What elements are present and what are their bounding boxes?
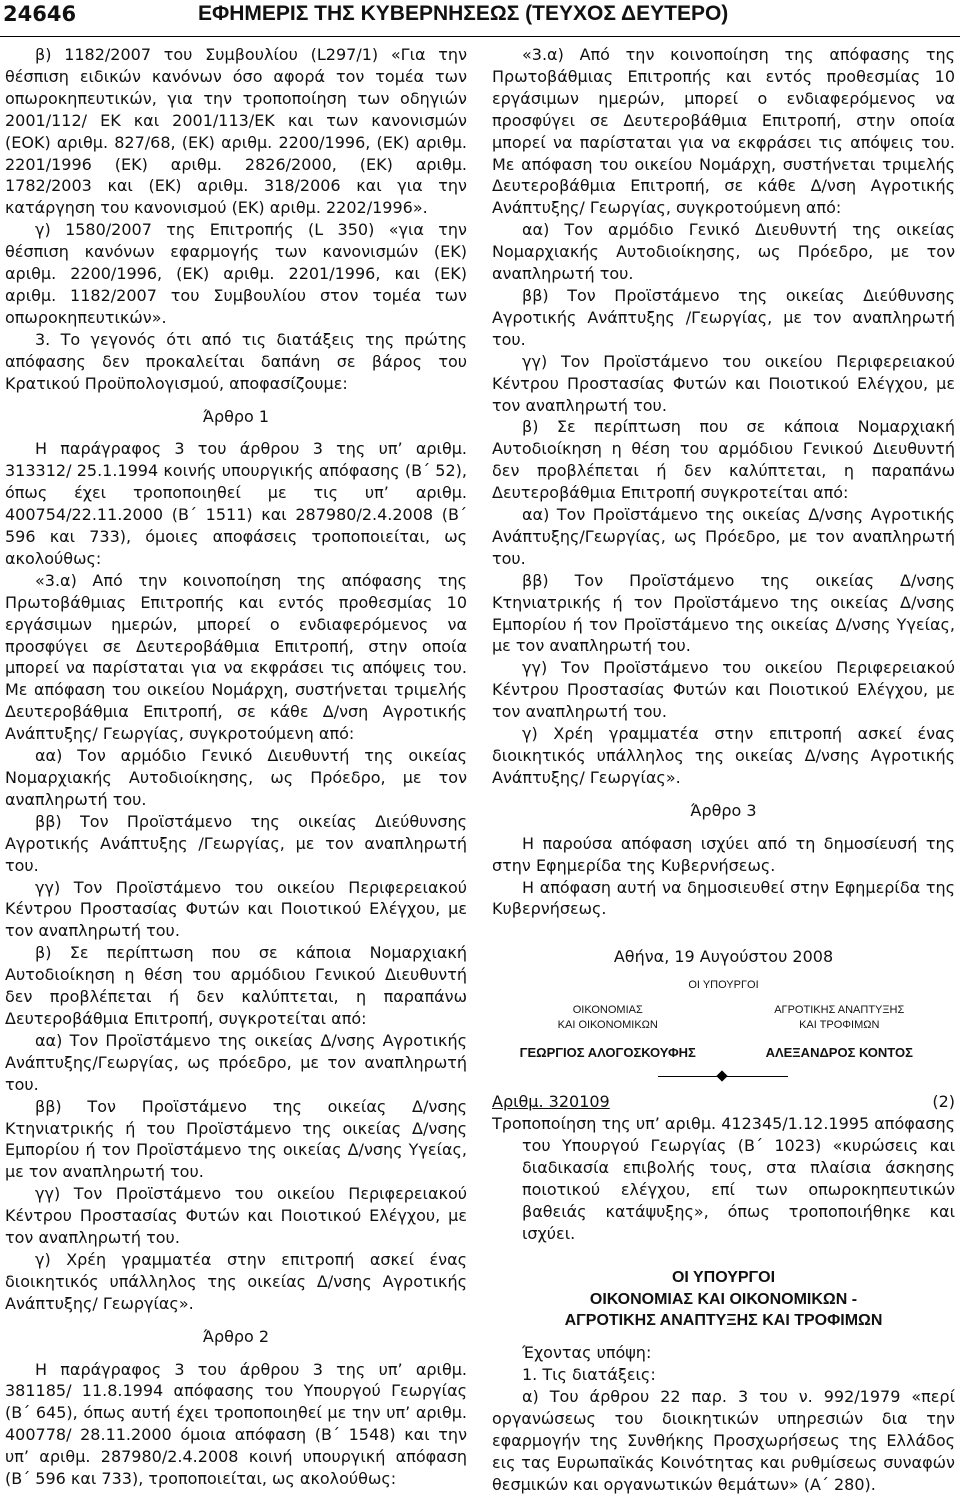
paragraph: αα) Τον αρμόδιο Γενικό Διευθυντή της οικείας Νομαρχιακής Αυτοδιοίκησης, ως Πρόεδρο, με τον αναπληρωτή του. <box>5 746 467 809</box>
paragraph: β) 1182/2007 του Συμβουλίου (L297/1) «Για την θέσπιση ειδικών κανόνων όσο αφορά τον τομέα των οπωροκηπευτικών, για την τροποποίηση των οδηγιών 2001/112/ ΕΚ και 2001/113/ΕΚ και των κανονισμών (ΕΟΚ) αριθμ. 827/68, (ΕΚ) αριθμ. 2200/1996, (ΕΚ) αριθμ. 2201/1996 (ΕΚ) αριθμ. 2826/2000, (ΕΚ) αριθμ. 1782/2003 και (ΕΚ) αριθμ. 318/2006 και για την κατάργηση του κανονισμού (ΕΚ) αριθμ. 2202/1996». <box>5 45 467 218</box>
paragraph: ββ) Τον Προϊστάμενο της οικείας Δ/νσης Κτηνιατρικής ή τον Προϊστάμενο της οικείας Δ/νσης Εμπορίου ή τον Προϊστάμενο της οικείας Δ/νσης Υγείας, με τον αναπληρωτή του. <box>492 570 955 656</box>
page-header <box>0 0 960 37</box>
paragraph: αα) Τον Προϊστάμενο της οικείας Δ/νσης Αγροτικής Ανάπτυξης/Γεωργίας, ως πρόεδρο, με τον αναπληρωτή του. <box>5 1030 467 1094</box>
signature-left <box>492 1003 724 1061</box>
paragraph: γ) Χρέη γραμματέα στην επιτροπή ασκεί ένας διοικητικός υπάλληλος της οικείας Δ/νσης Αγροτικής Ανάπτυξης/ Γεωργίας». <box>492 724 955 787</box>
paragraph: γγ) Τον Προϊστάμενο του οικείου Περιφερειακού Κέντρου Προστασίας Φυτών και Ποιοτικού Ελέγχου, με τον αναπληρωτή του. <box>492 351 955 415</box>
paragraph: αα) Τον αρμόδιο Γενικό Διευθυντή της οικείας Νομαρχιακής Αυτοδιοίκησης, ως Πρόεδρο, με τον αναπληρωτή του. <box>492 220 955 284</box>
signature-role: ΑΓΡΟΤΙΚΗΣ ΑΝΑΠΤΥΞΗΣ <box>774 1004 905 1017</box>
paragraph: αα) Τον Προϊστάμενο της οικείας Δ/νσης Αγροτικής Ανάπτυξης/Γεωργίας, ως Πρόεδρο, με τον αναπληρωτή του. <box>492 505 955 568</box>
ministers-heading: ΟΙ ΥΠΟΥΡΓΟΙ <box>671 1268 776 1286</box>
paragraph: γ) 1580/2007 της Επιτροπής (L 350) «για την θέσπιση κανόνων εφαρμογής των κανονισμών (ΕΚ) αριθμ. 2200/1996, (ΕΚ) αριθμ. 2201/1996, και (ΕΚ) αριθμ. 1182/2007 του Συμβουλίου στον τομέα των οπωροκηπευτικών». <box>5 220 467 327</box>
paragraph: Η παράγραφος 3 του άρθρου 3 της υπ’ αριθμ. 313312/ 25.1.1994 κοινής υπουργικής απόφασης (Β΄ 52), όπως έχει τροποποιηθεί με τις υπ’ αριθμ. 400754/22.11.2000 (Β΄ 1511) και 287980/2.4.2008 (Β΄ 596 και 733), όμοιες αποφάσεις τροποποιείται, ως ακολούθως: <box>5 439 467 568</box>
place-date: Αθήνα, 19 Αυγούστου 2008 <box>613 947 834 967</box>
paragraph: «3.α) Από την κοινοποίηση της απόφασης της Πρωτοβάθμιας Επιτροπής και εντός προθεσμίας 10 εργάσιμων ημερών, μπορεί ο ενδιαφερόμενος να προσφύγει σε Δευτεροβάθμια Επιτροπή, στην οποία μπορεί να παρίσταται για να εκφράσει τις απόψεις του. Με απόφαση του οικείου Νομάρχη, συστήνεται τριμελής Δευτεροβάθμια Επιτροπή, σε κάθε Δ/νση Αγροτικής Ανάπτυξης/ Γεωργίας, συγκροτούμενη από: <box>492 45 955 218</box>
ministries-heading: ΑΓΡΟΤΙΚΗΣ ΑΝΑΠΤΥΞΗΣ ΚΑΙ ΤΡΟΦΙΜΩΝ <box>564 1312 883 1330</box>
left-column <box>5 44 467 1490</box>
signature-right <box>724 1003 956 1061</box>
signature-role: ΚΑΙ ΤΡΟΦΙΜΩΝ <box>799 1019 880 1032</box>
signatures-title: ΟΙ ΥΠΟΥΡΓΟΙ <box>688 979 759 992</box>
diamond-icon <box>716 1071 727 1082</box>
paragraph: Έχοντας υπόψη: <box>522 1343 652 1363</box>
paragraph: Η παράγραφος 3 του άρθρου 3 της υπ’ αριθμ. 381185/ 11.8.1994 απόφασης του Υπουργού Γεωργίας (Β΄ 645), όπως αυτή έχει τροποποιηθεί με την υπ’ αριθμ. 400778/ 28.11.2000 όμοια απόφαση (Β΄ 1548) και την υπ’ αριθμ. 287980/2.4.2008 κοινή υπουργική απόφαση (Β΄ 596 και 733), τροποποιείται, ως ακολούθως: <box>5 1359 467 1489</box>
article-heading: Άρθρο 1 <box>202 406 270 426</box>
decision-subject: Τροποποίηση της υπ’ αριθμ. 412345/1.12.1995 απόφασης του Υπουργού Γεωργίας (Β΄ 1023) «κυρώσεις και διαδικασία επιβολής τους, στα πλαίσια άσκησης ποιοτικού ελέγχου, επί των οπωροκηπευτικών βαθειάς κατάψυξης», όπως τροποποιήθηκε και ισχύει. <box>492 1114 955 1243</box>
signatures-row <box>492 1003 955 1061</box>
paragraph: γγ) Τον Προϊστάμενο του οικείου Περιφερειακού Κέντρου Προστασίας Φυτών και Ποιοτικού Ελέγχου, με τον αναπληρωτή του. <box>5 1184 467 1248</box>
journal-title: ΕΦΗΜΕΡΙΣ ΤΗΣ ΚΥΒΕΡΝΗΣΕΩΣ (ΤΕΥΧΟΣ ΔΕΥΤΕΡΟ) <box>198 2 729 25</box>
paragraph: γγ) Τον Προϊστάμενο του οικείου Περιφερειακού Κέντρου Προστασίας Φυτών και Ποιοτικού Ελέγχου, με τον αναπληρωτή του. <box>492 658 955 722</box>
reference-index: (2) <box>932 1092 955 1112</box>
signature-name: ΓΕΩΡΓΙΟΣ ΑΛΟΓΟΣΚΟΥΦΗΣ <box>519 1045 696 1061</box>
paragraph: «3.α) Από την κοινοποίηση της απόφασης της Πρωτοβάθμιας Επιτροπής και εντός προθεσμίας 10 εργάσιμων ημερών, μπορεί ο ενδιαφερόμενος να προσφύγει σε Δευτεροβάθμια Επιτροπή, στην οποία μπορεί να παρίσταται για να εκφράσει τις απόψεις του. Με απόφαση του οικείου Νομάρχη, συστήνεται τριμελής Δευτεροβάθμια Επιτροπή, σε κάθε Δ/νση Αγροτικής Ανάπτυξης/ Γεωργίας, συγκροτούμενη από: <box>5 570 467 744</box>
paragraph: ββ) Τον Προϊστάμενο της οικείας Δ/νσης Κτηνιατρικής ή του Προϊστάμενο της οικείας Δ/νσης Εμπορίου ή τον Προϊστάμενο της οικείας Δ/νσης Υγείας, με τον αναπληρωτή του. <box>5 1096 467 1182</box>
section-divider <box>492 1069 955 1085</box>
article-heading: Άρθρο 3 <box>690 800 757 820</box>
paragraph: γγ) Τον Προϊστάμενο του οικείου Περιφερειακού Κέντρου Προστασίας Φυτών και Ποιοτικού Ελέγχου, με τον αναπληρωτή του. <box>5 877 467 941</box>
signature-role: ΚΑΙ ΟΙΚΟΝΟΜΙΚΩΝ <box>557 1019 658 1032</box>
paragraph: α) Του άρθρου 22 παρ. 3 του ν. 992/1979 «περί οργανώσεως του διοικητικών υπηρεσιών δια την εφαρμογήν της Συνθήκης Προσχωρήσεως της Ελλάδος εις τας Ευρωπαϊκάς Κοινότητας και ρυθμίσεως συναφών θεσμικών και οργανωτικών θεμάτων» (Α΄ 280). <box>492 1387 955 1494</box>
reference-number: Αριθμ. 320109 <box>492 1092 610 1112</box>
paragraph: Η παρούσα απόφαση ισχύει από τη δημοσίευσή της στην Εφημερίδα της Κυβερνήσεως. <box>492 833 955 875</box>
article-heading: Άρθρο 2 <box>202 1326 270 1346</box>
signature-name: ΑΛΕΞΑΝΔΡΟΣ ΚΟΝΤΟΣ <box>765 1045 913 1061</box>
page-number: 24646 <box>3 2 77 26</box>
paragraph: 1. Τις διατάξεις: <box>522 1365 656 1385</box>
right-column <box>492 44 955 1496</box>
paragraph: ββ) Τον Προϊστάμενο της οικείας Διεύθυνσης Αγροτικής Ανάπτυξης /Γεωργίας, με τον αναπληρωτή του. <box>5 811 467 875</box>
paragraph: γ) Χρέη γραμματέα στην επιτροπή ασκεί ένας διοικητικός υπάλληλος της οικείας Δ/νσης Αγροτικής Ανάπτυξης/ Γεωργίας». <box>5 1249 467 1313</box>
paragraph: 3. Το γεγονός ότι από τις διατάξεις της πρώτης απόφασης δεν προκαλείται δαπάνη σε βάρος του Κρατικού Προϋπολογισμού, αποφασίζουμε: <box>5 329 467 393</box>
signature-role: ΟΙΚΟΝΟΜΙΑΣ <box>572 1004 643 1017</box>
paragraph: β) Σε περίπτωση που σε κάποια Νομαρχιακή Αυτοδιοίκηση η θέση του αρμόδιου Γενικού Διευθυντή δεν προβλέπεται ή δεν καλύπτεται, η παραπάνω Δευτεροβάθμια Επιτροπή συγκροτείται από: <box>492 417 955 503</box>
decision-reference <box>492 1091 955 1113</box>
paragraph: ββ) Τον Προϊστάμενο της οικείας Διεύθυνσης Αγροτικής Ανάπτυξης /Γεωργίας, με τον αναπληρωτή του. <box>492 285 955 349</box>
paragraph: β) Σε περίπτωση που σε κάποια Νομαρχιακή Αυτοδιοίκηση η θέση του αρμόδιου Γενικού Διευθυντή δεν προβλέπεται ή δεν καλύπτεται, η παραπάνω Δευτεροβάθμια Επιτροπή, συγκροτείται από: <box>5 943 467 1028</box>
paragraph: Η απόφαση αυτή να δημοσιευθεί στην Εφημερίδα της Κυβερνήσεως. <box>492 877 955 919</box>
ministries-heading: ΟΙΚΟΝΟΜΙΑΣ ΚΑΙ ΟΙΚΟΝΟΜΙΚΩΝ - <box>589 1290 858 1308</box>
